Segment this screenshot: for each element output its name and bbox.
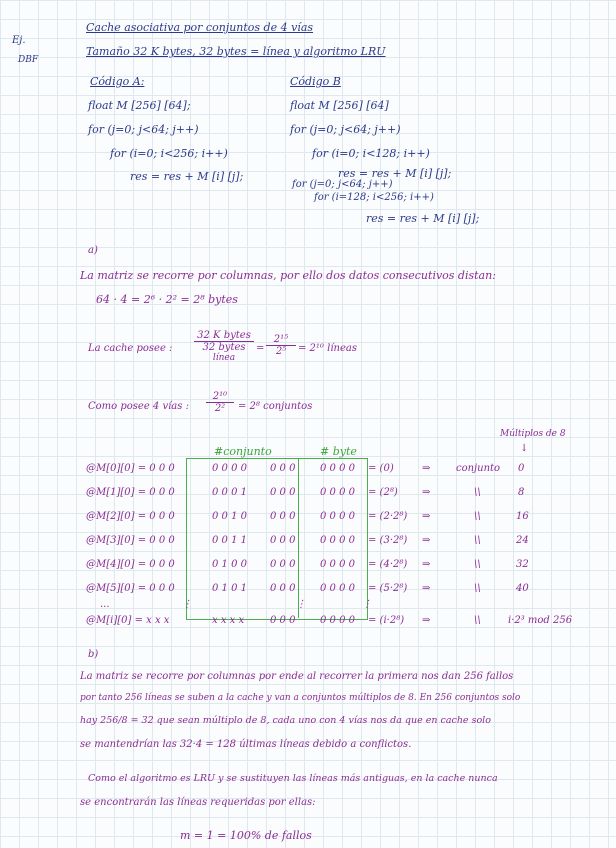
address-row-set: 0 0 0 0: [212, 463, 247, 474]
address-row-multiple: i·2³ mod 256: [508, 615, 573, 626]
address-row-multiple: 0: [518, 463, 525, 474]
address-row-value: = (2⁸): [368, 487, 398, 498]
arrow-icon: ⇒: [422, 511, 431, 522]
address-row-set-label: \\: [474, 511, 481, 522]
part-b-paragraph-line: por tanto 256 líneas se suben a la cache y van a conjuntos múltiplos de 8. En 256 conjuntos solo: [80, 693, 521, 703]
address-row-set-label: \\: [474, 535, 481, 546]
exercise-label: Ej.: [12, 35, 26, 46]
code-b-line: for (j=0; j<64; j++): [292, 179, 393, 190]
header-multiples: Múltiplos de 8: [500, 429, 566, 439]
address-row-multiple: 40: [516, 583, 529, 594]
code-b-line: res = res + M [i] [j];: [338, 167, 452, 180]
address-row-byte: 0 0 0 0: [320, 559, 355, 570]
part-b-paragraph-line: se encontrarán las líneas requeridas por ellas:: [80, 797, 316, 808]
address-row-byte: 0 0 0 0: [320, 535, 355, 546]
arrow-icon: ⇒: [422, 463, 431, 474]
address-row-mid: 0 0 0: [270, 615, 296, 626]
code-b-line: for (i=128; i<256; i++): [314, 192, 434, 203]
part-b-label: b): [88, 649, 99, 660]
address-row-addr: @M[0][0] = 0 0 0: [86, 463, 175, 474]
code-b-line: for (j=0; j<64; j++): [290, 123, 401, 136]
address-row-mid: 0 0 0: [270, 463, 296, 474]
arrow-icon: ⇒: [422, 615, 431, 626]
header-byte-number: # byte: [320, 445, 357, 458]
sets-result: = 2⁸ conjuntos: [238, 401, 313, 412]
exercise-tag: DBF: [18, 55, 39, 65]
code-a-line: for (i=0; i<256; i++): [110, 147, 228, 160]
address-row-addr: @M[5][0] = 0 0 0: [86, 583, 175, 594]
address-row-set: 0 0 1 1: [212, 535, 247, 546]
equals-sign: =: [256, 343, 265, 354]
address-row-value: = (3·2⁸): [368, 535, 408, 546]
address-row-set-label: \\: [474, 583, 481, 594]
problem-line-2: Tamaño 32 K bytes, 32 bytes = línea y algoritmo LRU: [86, 45, 386, 58]
part-b-paragraph-line: hay 256/8 = 32 que sean múltiplo de 8, cada uno con 4 vías nos da que en cache solo: [80, 715, 491, 726]
address-row-addr: @M[3][0] = 0 0 0: [86, 535, 175, 546]
address-row-set: x x x x: [212, 615, 245, 626]
address-row-set: 0 1 0 1: [212, 583, 247, 594]
address-row-byte: 0 0 0 0: [320, 583, 355, 594]
address-row-addr: ...: [100, 599, 110, 610]
address-row-mid: 0 0 0: [270, 583, 296, 594]
lines-fraction-denominator-sub: línea: [212, 353, 236, 363]
lines-power-numerator: 2¹⁵: [266, 334, 296, 346]
address-row-set: 0 0 0 1: [212, 487, 247, 498]
sets-fraction: [206, 391, 234, 414]
address-row-set: 0 1 0 0: [212, 559, 247, 570]
code-b-line: float M [256] [64]: [290, 99, 389, 112]
set-bits-divider: [298, 458, 299, 618]
part-b-paragraph-line: se mantendrían las 32·4 = 128 últimas líneas debido a conflictos.: [80, 739, 412, 750]
address-row-byte: 0 0 0 0: [320, 511, 355, 522]
address-row-set-label: conjunto: [456, 463, 501, 474]
address-row-byte: 0 0 0 0: [320, 487, 355, 498]
address-row-set-label: \\: [474, 487, 481, 498]
bytes-equation: 64 · 4 = 2⁶ · 2² = 2⁸ bytes: [96, 293, 238, 306]
address-row-byte: ⋮: [362, 599, 372, 610]
address-row-addr: @M[1][0] = 0 0 0: [86, 487, 175, 498]
problem-line-1: Cache asociativa por conjuntos de 4 vías: [86, 21, 314, 34]
arrow-icon: ⇒: [422, 487, 431, 498]
address-row-byte: 0 0 0 0: [320, 463, 355, 474]
address-row-mid: ⋮: [296, 599, 306, 610]
address-row-set-label: \\: [474, 559, 481, 570]
address-row-set: 0 0 1 0: [212, 511, 247, 522]
address-row-value: = (0): [368, 463, 394, 474]
address-row-addr: @M[4][0] = 0 0 0: [86, 559, 175, 570]
address-row-mid: 0 0 0: [270, 535, 296, 546]
address-row-mid: 0 0 0: [270, 559, 296, 570]
code-b-title: Código B: [290, 75, 341, 88]
address-row-value: = (2·2⁸): [368, 511, 408, 522]
lines-fraction: [194, 330, 254, 363]
code-b-line: res = res + M [i] [j];: [366, 212, 480, 225]
arrow-icon: ⇒: [422, 535, 431, 546]
address-row-mid: 0 0 0: [270, 511, 296, 522]
address-row-multiple: 24: [516, 535, 529, 546]
part-a-intro: La matriz se recorre por columnas, por ello dos datos consecutivos distan:: [80, 269, 496, 282]
address-row-addr: @M[2][0] = 0 0 0: [86, 511, 175, 522]
code-a-line: for (j=0; j<64; j++): [88, 123, 199, 136]
code-a-title: Código A:: [90, 75, 145, 88]
down-arrow-icon: ↓: [520, 443, 529, 454]
part-a-label: a): [88, 245, 98, 256]
address-row-mid: 0 0 0: [270, 487, 296, 498]
code-b-line: for (i=0; i<128; i++): [312, 147, 430, 160]
arrow-icon: ⇒: [422, 583, 431, 594]
sets-numerator: 2¹⁰: [206, 391, 234, 403]
lines-fraction-denominator: 32 bytes: [202, 342, 246, 353]
address-row-value: = (5·2⁸): [368, 583, 408, 594]
part-b-paragraph-line: La matriz se recorre por columnas por ende al recorrer la primera nos dan 256 fallos: [80, 671, 514, 682]
code-a-line: res = res + M [i] [j];: [130, 170, 244, 183]
sets-label: Como posee 4 vías :: [88, 401, 189, 412]
lines-power-fraction: [266, 334, 296, 357]
address-row-set: ⋮: [182, 599, 192, 610]
address-row-multiple: 8: [518, 487, 525, 498]
lines-fraction-numerator: 32 K bytes: [194, 330, 254, 342]
address-row-byte: 0 0 0 0: [320, 615, 355, 626]
header-set-number: #conjunto: [214, 445, 272, 458]
address-row-value: = (i·2⁸): [368, 615, 405, 626]
address-row-addr: @M[i][0] = x x x: [86, 615, 170, 626]
arrow-icon: ⇒: [422, 559, 431, 570]
lines-label: La cache posee :: [88, 343, 173, 354]
address-row-value: = (4·2⁸): [368, 559, 408, 570]
sets-denominator: 2²: [214, 403, 226, 414]
address-row-multiple: 16: [516, 511, 529, 522]
lines-result: = 2¹⁰ líneas: [298, 343, 357, 354]
address-row-set-label: \\: [474, 615, 481, 626]
part-b-paragraph-line: Como el algoritmo es LRU y se sustituyen las líneas más antiguas, en la cache nunca: [88, 773, 498, 784]
miss-rate-result: m = 1 = 100% de fallos: [180, 829, 312, 842]
code-a-line: float M [256] [64];: [88, 99, 191, 112]
address-row-multiple: 32: [516, 559, 529, 570]
lines-power-denominator: 2⁵: [275, 346, 287, 357]
